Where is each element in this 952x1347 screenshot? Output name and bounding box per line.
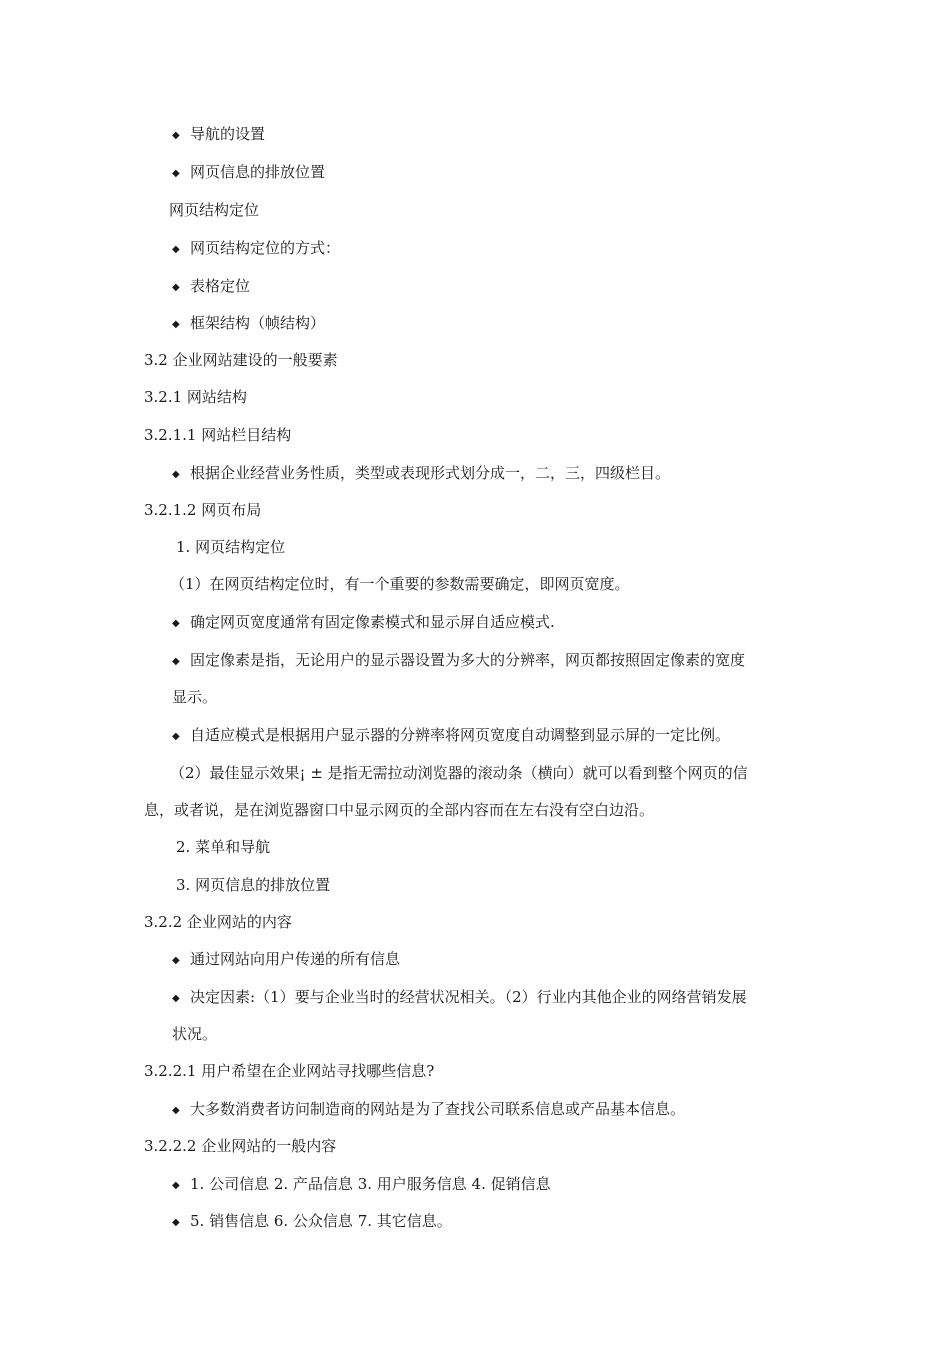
diamond-bullet-icon: ◆ bbox=[172, 282, 180, 293]
line-text: 状况。 bbox=[172, 1025, 218, 1043]
heading-text: 3.2 企业网站建设的一般要素 bbox=[144, 351, 338, 369]
list-item bbox=[172, 650, 745, 672]
list-item bbox=[172, 725, 730, 747]
list-item bbox=[172, 162, 325, 184]
diamond-bullet-icon: ◆ bbox=[172, 993, 180, 1004]
line-text: 网页信息的排放位置 bbox=[190, 163, 326, 181]
heading-text: 3.2.1.1 网站栏目结构 bbox=[144, 426, 292, 444]
diamond-bullet-icon: ◆ bbox=[172, 656, 180, 667]
section-heading bbox=[144, 1136, 336, 1156]
paragraph-line bbox=[172, 1024, 217, 1044]
diamond-bullet-icon: ◆ bbox=[172, 1217, 180, 1228]
diamond-bullet-icon: ◆ bbox=[172, 618, 180, 629]
diamond-bullet-icon: ◆ bbox=[172, 168, 180, 179]
paragraph-line bbox=[170, 763, 748, 783]
line-text: 固定像素是指，无论用户的显示器设置为多大的分辨率，网页都按照固定像素的宽度 bbox=[190, 651, 746, 669]
list-item bbox=[172, 124, 265, 146]
section-heading bbox=[144, 500, 261, 520]
paragraph-line bbox=[176, 837, 270, 857]
paragraph-line bbox=[170, 574, 630, 594]
list-item bbox=[172, 313, 325, 335]
paragraph-line bbox=[169, 200, 259, 220]
line-text: 框架结构（帧结构） bbox=[190, 314, 326, 332]
line-text: 大多数消费者访问制造商的网站是为了查找公司联系信息或产品基本信息。 bbox=[190, 1100, 686, 1118]
heading-text: 3.2.2.2 企业网站的一般内容 bbox=[144, 1137, 337, 1155]
heading-text: 3.2.2.1 用户希望在企业网站寻找哪些信息? bbox=[144, 1062, 435, 1080]
line-text: 决定因素:（1）要与企业当时的经营状况相关。（2）行业内其他企业的网络营销发展 bbox=[190, 988, 747, 1006]
line-text: 根据企业经营业务性质，类型或表现形式划分成一，二，三，四级栏目。 bbox=[190, 464, 671, 482]
paragraph-line bbox=[176, 875, 330, 895]
list-item bbox=[172, 238, 340, 260]
line-text: 表格定位 bbox=[190, 277, 251, 295]
paragraph-line bbox=[172, 687, 217, 707]
line-text: 确定网页宽度通常有固定像素模式和显示屏自适应模式. bbox=[190, 613, 555, 631]
diamond-bullet-icon: ◆ bbox=[172, 955, 180, 966]
section-heading bbox=[144, 350, 338, 370]
diamond-bullet-icon: ◆ bbox=[172, 1105, 180, 1116]
line-text: 2. 菜单和导航 bbox=[176, 838, 271, 856]
diamond-bullet-icon: ◆ bbox=[172, 469, 180, 480]
list-item bbox=[172, 1211, 452, 1233]
line-text: 自适应模式是根据用户显示器的分辨率将网页宽度自动调整到显示屏的一定比例。 bbox=[190, 726, 731, 744]
section-heading bbox=[144, 425, 291, 445]
line-text: 1. 公司信息 2. 产品信息 3. 用户服务信息 4. 促销信息 bbox=[190, 1175, 551, 1193]
diamond-bullet-icon: ◆ bbox=[172, 1180, 180, 1191]
line-text: 息，或者说，是在浏览器窗口中显示网页的全部内容而在左右没有空白边沿。 bbox=[144, 801, 655, 819]
line-text: 导航的设置 bbox=[190, 125, 266, 143]
list-item bbox=[172, 1174, 551, 1196]
list-item bbox=[172, 612, 555, 634]
line-text: 通过网站向用户传递的所有信息 bbox=[190, 950, 401, 968]
section-heading bbox=[144, 387, 247, 407]
diamond-bullet-icon: ◆ bbox=[172, 130, 180, 141]
section-heading bbox=[144, 912, 292, 932]
line-text: （1）在网页结构定位时，有一个重要的参数需要确定，即网页宽度。 bbox=[170, 575, 630, 593]
list-item bbox=[172, 463, 670, 485]
heading-text: 3.2.2 企业网站的内容 bbox=[144, 913, 292, 931]
paragraph-line bbox=[176, 537, 285, 557]
heading-text: 3.2.1.2 网页布局 bbox=[144, 501, 262, 519]
diamond-bullet-icon: ◆ bbox=[172, 319, 180, 330]
line-text: 3. 网页信息的排放位置 bbox=[176, 876, 331, 894]
heading-text: 3.2.1 网站结构 bbox=[144, 388, 247, 406]
list-item bbox=[172, 1099, 685, 1121]
paragraph-line bbox=[144, 800, 654, 820]
diamond-bullet-icon: ◆ bbox=[172, 731, 180, 742]
line-text: 显示。 bbox=[172, 688, 218, 706]
line-text: （2）最佳显示效果¡ ± 是指无需拉动浏览器的滚动条（横向）就可以看到整个网页的信 bbox=[170, 764, 748, 782]
diamond-bullet-icon: ◆ bbox=[172, 244, 180, 255]
line-text: 5. 销售信息 6. 公众信息 7. 其它信息。 bbox=[190, 1212, 452, 1230]
list-item bbox=[172, 949, 400, 971]
list-item bbox=[172, 276, 250, 298]
line-text: 网页结构定位 bbox=[169, 201, 260, 219]
section-heading bbox=[144, 1061, 434, 1081]
list-item bbox=[172, 987, 747, 1009]
line-text: 1. 网页结构定位 bbox=[176, 538, 286, 556]
line-text: 网页结构定位的方式： bbox=[190, 239, 341, 257]
